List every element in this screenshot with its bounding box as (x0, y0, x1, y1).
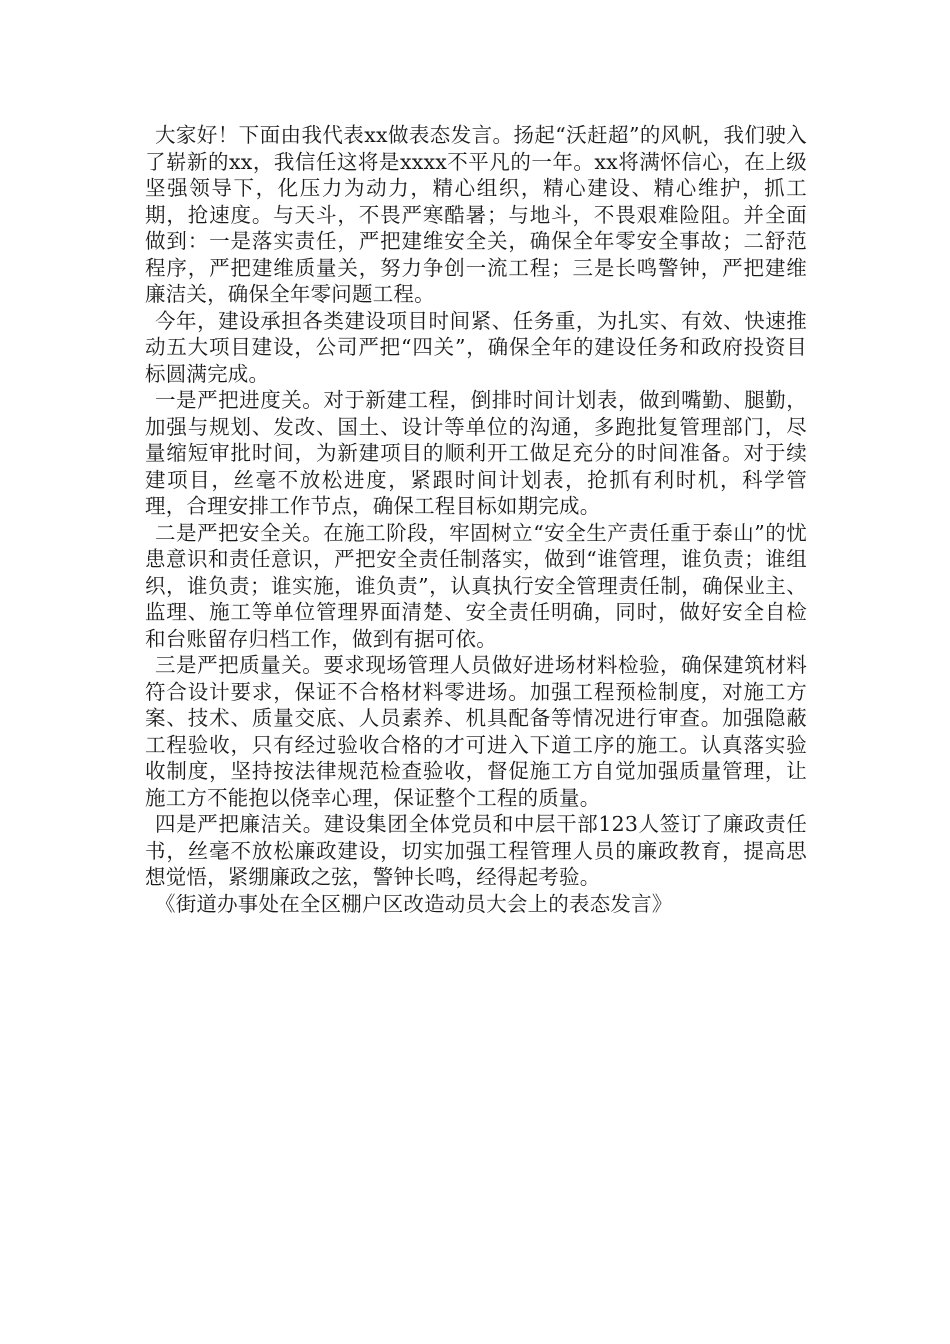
paragraph-opening: 大家好！下面由我代表xx做表态发言。扬起“沃赶超”的风帆，我们驶入了崭新的xx，我信任这将是xxxx不平凡的一年。xx将满怀信心，在上级坚强领导下，化压力为动力，精心组织，精心建设、精心维护，抓工期，抢速度。与天斗，不畏严寒酷暑；与地斗，不畏艰难险阻。并全面做到：一是落实责任，严把建维安全关，确保全年零安全事故；二舒范程序，严把建维质量关，努力争创一流工程；三是长鸣警钟，严把建维廉洁关，确保全年零问题工程。 (145, 123, 807, 306)
paragraph-integrity: 四是严把廉洁关。建设集团全体党员和中层干部123人签订了廉政责任书，丝毫不放松廉政建设，切实加强工程管理人员的廉政教育，提高思想觉悟，紧绷廉政之弦，警钟长鸣，经得起考验。 (145, 812, 807, 889)
paragraph-progress: 一是严把进度关。对于新建工程，倒排时间计划表，做到嘴勤、腿勤，加强与规划、发改、国土、设计等单位的沟通，多跑批复管理部门，尽量缩短审批时间，为新建项目的顺利开工做足充分的时间准备。对于续建项目，丝毫不放松进度，紧跟时间计划表，抢抓有利时机，科学管理，合理安排工作节点，确保工程目标如期完成。 (145, 388, 807, 518)
closing-title: 《街道办事处在全区棚户区改造动员大会上的表态发言》 (155, 891, 673, 916)
paragraph-four-gates: 今年，建设承担各类建设项目时间紧、任务重，为扎实、有效、快速推动五大项目建设，公司严把“四关”，确保全年的建设任务和政府投资目标圆满完成。 (145, 308, 807, 386)
document-body (145, 122, 807, 917)
paragraph-quality: 三是严把质量关。要求现场管理人员做好进场材料检验，确保建筑材料符合设计要求，保证不合格材料零进场。加强工程预检制度，对施工方案、技术、质量交底、人员素养、机具配备等情况进行审查。加强隐蔽工程验收，只有经过验收合格的才可进入下道工序的施工。认真落实验收制度，坚持按法律规范检查验收，督促施工方自觉加强质量管理，让施工方不能抱以侥幸心理，保证整个工程的质量。 (145, 653, 807, 810)
paragraph-safety: 二是严把安全关。在施工阶段，牢固树立“安全生产责任重于泰山”的忧患意识和责任意识，严把安全责任制落实，做到“谁管理，谁负责；谁组织，谁负责；谁实施，谁负责”，认真执行安全管理责任制，确保业主、监理、施工等单位管理界面清楚、安全责任明确，同时，做好安全自检和台账留存归档工作，做到有据可依。 (145, 520, 807, 651)
